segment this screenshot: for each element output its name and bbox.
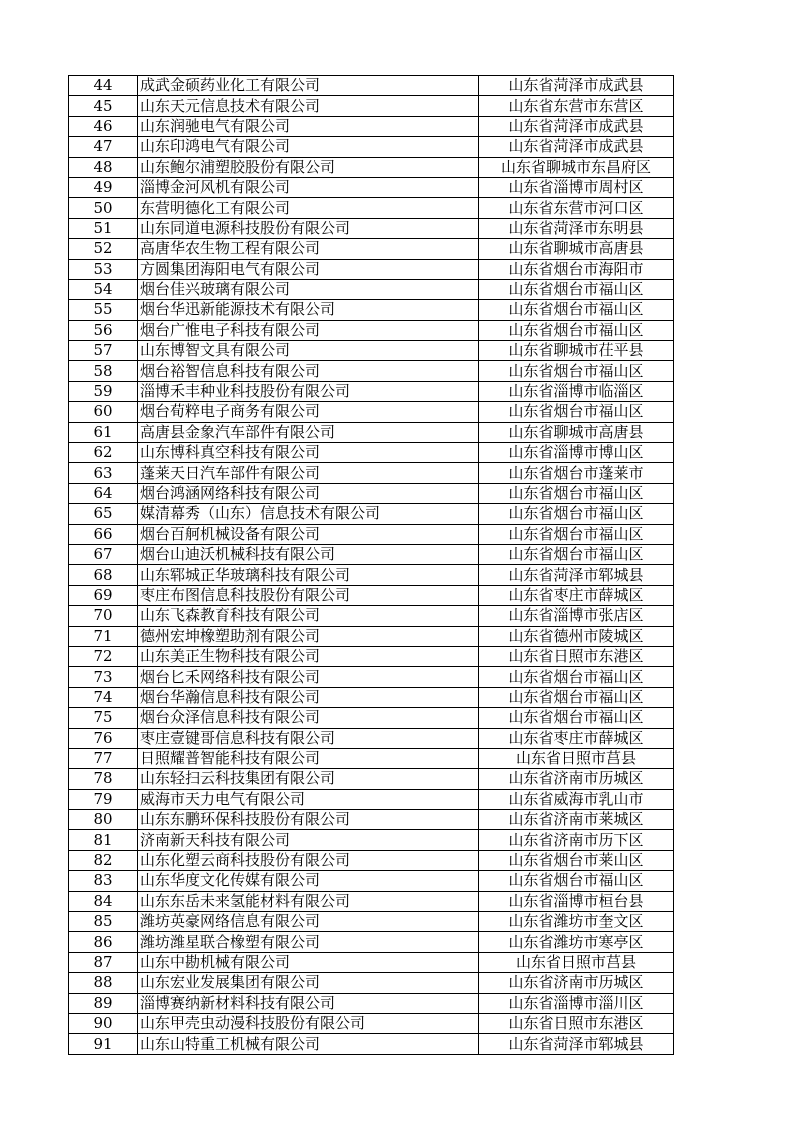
table-row [69,544,674,564]
table-row [69,850,674,870]
company-location: 山东省烟台市莱山区 [479,850,674,870]
row-number: 61 [69,422,138,442]
row-number: 57 [69,341,138,361]
row-number: 47 [69,137,138,157]
row-number: 55 [69,300,138,320]
table-row [69,891,674,911]
table-row [69,871,674,891]
company-name: 烟台匕禾网络科技有限公司 [138,667,479,687]
table-row [69,524,674,544]
company-location: 山东省烟台市福山区 [479,524,674,544]
company-location: 山东省日照市东港区 [479,1013,674,1033]
company-location: 山东省菏泽市成武县 [479,116,674,136]
row-number: 90 [69,1013,138,1033]
company-location: 山东省日照市东港区 [479,646,674,666]
company-location: 山东省聊城市高唐县 [479,239,674,259]
company-location: 山东省烟台市福山区 [479,300,674,320]
table-row [69,443,674,463]
table-row [69,993,674,1013]
company-location: 山东省淄博市博山区 [479,443,674,463]
row-number: 82 [69,850,138,870]
company-location: 山东省菏泽市东明县 [479,218,674,238]
company-name: 山东甲壳虫动漫科技股份有限公司 [138,1013,479,1033]
company-name: 蓬莱天日汽车部件有限公司 [138,463,479,483]
row-number: 69 [69,585,138,605]
table-row [69,198,674,218]
company-location: 山东省日照市莒县 [479,952,674,972]
company-name: 山东同道电源科技股份有限公司 [138,218,479,238]
row-number: 58 [69,361,138,381]
company-name: 山东鲍尔浦塑胶股份有限公司 [138,157,479,177]
company-name: 烟台裕智信息科技有限公司 [138,361,479,381]
row-number: 65 [69,504,138,524]
company-location: 山东省烟台市福山区 [479,402,674,422]
row-number: 72 [69,646,138,666]
company-name: 烟台华迅新能源技术有限公司 [138,300,479,320]
row-number: 48 [69,157,138,177]
table-row [69,422,674,442]
row-number: 87 [69,952,138,972]
company-name: 山东东鹏环保科技股份有限公司 [138,810,479,830]
table-row [69,830,674,850]
company-location: 山东省济南市历下区 [479,830,674,850]
company-name: 高唐华农生物工程有限公司 [138,239,479,259]
table-row [69,748,674,768]
row-number: 52 [69,239,138,259]
company-location: 山东省淄博市张店区 [479,606,674,626]
company-name: 烟台荀粹电子商务有限公司 [138,402,479,422]
company-name: 烟台佳兴玻璃有限公司 [138,279,479,299]
row-number: 86 [69,932,138,952]
row-number: 54 [69,279,138,299]
company-location: 山东省济南市历城区 [479,973,674,993]
row-number: 64 [69,483,138,503]
company-name: 山东华度文化传媒有限公司 [138,871,479,891]
table-row [69,463,674,483]
table-row [69,626,674,646]
row-number: 68 [69,565,138,585]
row-number: 49 [69,177,138,197]
table-row [69,483,674,503]
row-number: 83 [69,871,138,891]
company-name: 潍坊英豪网络信息有限公司 [138,912,479,932]
row-number: 59 [69,381,138,401]
company-location: 山东省济南市历城区 [479,769,674,789]
company-name: 山东郓城正华玻璃科技有限公司 [138,565,479,585]
company-name: 山东美正生物科技有限公司 [138,646,479,666]
company-location: 山东省枣庄市薛城区 [479,585,674,605]
table-row [69,218,674,238]
company-name: 枣庄布图信息科技股份有限公司 [138,585,479,605]
table-row [69,606,674,626]
company-name: 山东化塑云商科技股份有限公司 [138,850,479,870]
company-location: 山东省烟台市福山区 [479,279,674,299]
table-row [69,973,674,993]
table-row [69,381,674,401]
company-name: 烟台众泽信息科技有限公司 [138,708,479,728]
company-name: 东营明德化工有限公司 [138,198,479,218]
company-name: 烟台山迪沃机械科技有限公司 [138,544,479,564]
company-name: 山东博科真空科技有限公司 [138,443,479,463]
table-row [69,157,674,177]
row-number: 45 [69,96,138,116]
company-name: 日照耀普智能科技有限公司 [138,748,479,768]
company-location: 山东省德州市陵城区 [479,626,674,646]
company-name: 德州宏坤橡塑助剂有限公司 [138,626,479,646]
row-number: 51 [69,218,138,238]
company-location: 山东省菏泽市成武县 [479,137,674,157]
row-number: 80 [69,810,138,830]
company-location: 山东省菏泽市郓城县 [479,1034,674,1054]
row-number: 88 [69,973,138,993]
table-row [69,585,674,605]
table-row [69,912,674,932]
company-name: 山东飞森教育科技有限公司 [138,606,479,626]
company-location: 山东省烟台市福山区 [479,361,674,381]
table-row [69,300,674,320]
row-number: 63 [69,463,138,483]
table-row [69,116,674,136]
table-row [69,361,674,381]
company-location: 山东省日照市莒县 [479,748,674,768]
table-row [69,279,674,299]
table-body [69,76,674,1055]
table-row [69,810,674,830]
table-row [69,239,674,259]
row-number: 73 [69,667,138,687]
company-name: 威海市天力电气有限公司 [138,789,479,809]
table-row [69,952,674,972]
company-name: 烟台鸿涵网络科技有限公司 [138,483,479,503]
table-row [69,504,674,524]
company-name: 山东轻扫云科技集团有限公司 [138,769,479,789]
company-location: 山东省烟台市福山区 [479,667,674,687]
table-row [69,137,674,157]
company-location: 山东省聊城市茌平县 [479,341,674,361]
row-number: 44 [69,76,138,96]
company-location: 山东省菏泽市成武县 [479,76,674,96]
company-name: 山东博智文具有限公司 [138,341,479,361]
company-table [68,75,674,1055]
table-row [69,565,674,585]
table-row [69,402,674,422]
table-row [69,96,674,116]
company-location: 山东省淄博市桓台县 [479,891,674,911]
table-row [69,667,674,687]
company-location: 山东省济南市莱城区 [479,810,674,830]
row-number: 66 [69,524,138,544]
row-number: 53 [69,259,138,279]
table-row [69,177,674,197]
table-row [69,728,674,748]
table-row [69,76,674,96]
company-location: 山东省淄博市临淄区 [479,381,674,401]
row-number: 67 [69,544,138,564]
company-name: 山东中勘机械有限公司 [138,952,479,972]
company-location: 山东省潍坊市寒亭区 [479,932,674,952]
row-number: 46 [69,116,138,136]
table-row [69,341,674,361]
company-name: 济南新天科技有限公司 [138,830,479,850]
table-row [69,1034,674,1054]
company-name: 方圆集团海阳电气有限公司 [138,259,479,279]
company-location: 山东省烟台市福山区 [479,483,674,503]
table-row [69,769,674,789]
company-name: 山东天元信息技术有限公司 [138,96,479,116]
row-number: 56 [69,320,138,340]
company-name: 潍坊潍星联合橡塑有限公司 [138,932,479,952]
company-name: 媒清幕秀（山东）信息技术有限公司 [138,504,479,524]
company-location: 山东省烟台市海阳市 [479,259,674,279]
company-location: 山东省聊城市高唐县 [479,422,674,442]
company-location: 山东省潍坊市奎文区 [479,912,674,932]
company-name: 烟台百舸机械设备有限公司 [138,524,479,544]
row-number: 89 [69,993,138,1013]
row-number: 91 [69,1034,138,1054]
table-row [69,1013,674,1033]
company-location: 山东省烟台市福山区 [479,320,674,340]
company-location: 山东省菏泽市郓城县 [479,565,674,585]
row-number: 62 [69,443,138,463]
company-name: 山东宏业发展集团有限公司 [138,973,479,993]
company-location: 山东省烟台市蓬莱市 [479,463,674,483]
row-number: 79 [69,789,138,809]
row-number: 60 [69,402,138,422]
company-location: 山东省烟台市福山区 [479,687,674,707]
row-number: 84 [69,891,138,911]
company-location: 山东省东营市东营区 [479,96,674,116]
row-number: 78 [69,769,138,789]
table-row [69,646,674,666]
row-number: 75 [69,708,138,728]
company-name: 烟台广惟电子科技有限公司 [138,320,479,340]
row-number: 50 [69,198,138,218]
table-row [69,708,674,728]
row-number: 71 [69,626,138,646]
company-name: 烟台华瀚信息科技有限公司 [138,687,479,707]
company-name: 淄博赛纳新材料科技有限公司 [138,993,479,1013]
company-location: 山东省淄博市周村区 [479,177,674,197]
row-number: 81 [69,830,138,850]
row-number: 76 [69,728,138,748]
company-name: 淄博禾丰种业科技股份有限公司 [138,381,479,401]
company-name: 高唐县金象汽车部件有限公司 [138,422,479,442]
company-location: 山东省东营市河口区 [479,198,674,218]
company-name: 山东润驰电气有限公司 [138,116,479,136]
company-location: 山东省烟台市福山区 [479,504,674,524]
table-row [69,259,674,279]
company-name: 山东山特重工机械有限公司 [138,1034,479,1054]
company-location: 山东省威海市乳山市 [479,789,674,809]
company-location: 山东省烟台市福山区 [479,871,674,891]
company-location: 山东省淄博市淄川区 [479,993,674,1013]
table-row [69,320,674,340]
company-location: 山东省聊城市东昌府区 [479,157,674,177]
row-number: 74 [69,687,138,707]
company-location: 山东省枣庄市薛城区 [479,728,674,748]
row-number: 85 [69,912,138,932]
company-name: 成武金硕药业化工有限公司 [138,76,479,96]
table-row [69,932,674,952]
company-name: 枣庄壹键哥信息科技有限公司 [138,728,479,748]
company-name: 山东印鸿电气有限公司 [138,137,479,157]
company-location: 山东省烟台市福山区 [479,708,674,728]
table-row [69,687,674,707]
company-name: 山东东岳未来氢能材料有限公司 [138,891,479,911]
company-location: 山东省烟台市福山区 [479,544,674,564]
row-number: 77 [69,748,138,768]
table-row [69,789,674,809]
company-name: 淄博金河风机有限公司 [138,177,479,197]
row-number: 70 [69,606,138,626]
